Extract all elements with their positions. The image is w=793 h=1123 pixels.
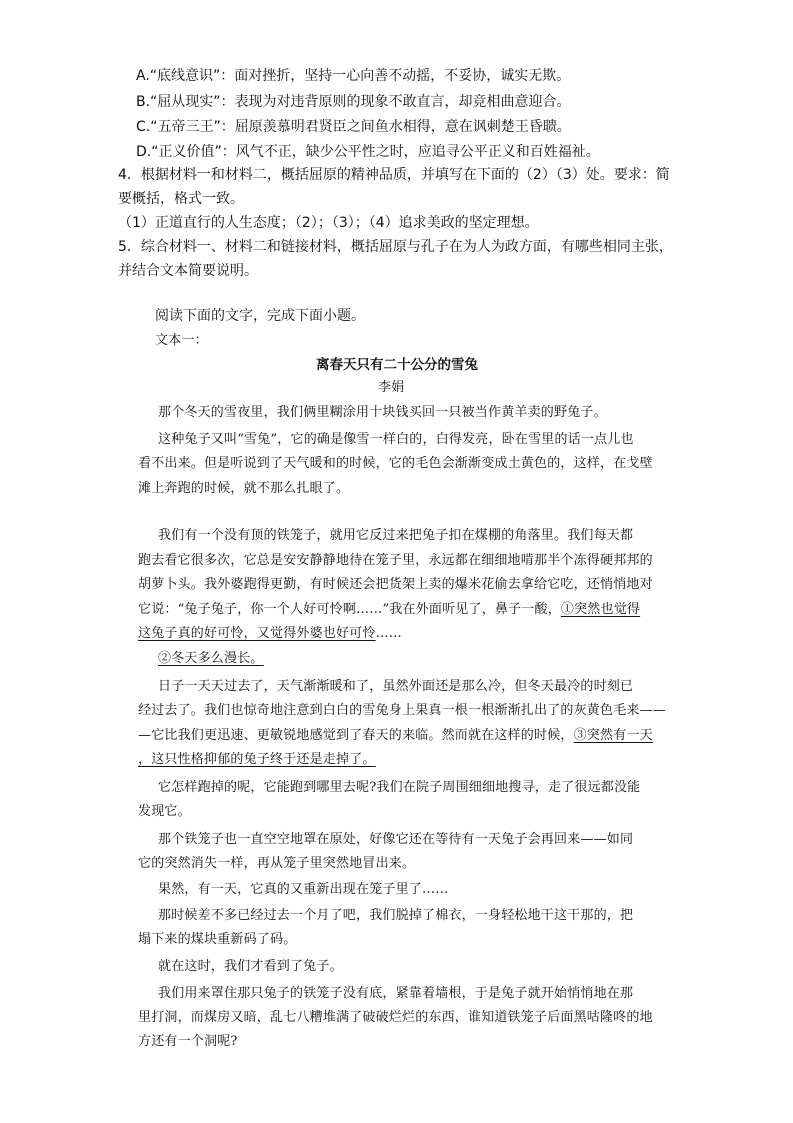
paragraph-8: 果然，有一天，它真的又重新出现在笼子里了……	[158, 882, 449, 897]
underlined-phrase-2: ②冬天多么漫长。	[158, 651, 264, 666]
option-d: D.“正义价值”：风气不正，缺少公平性之时，应追寻公平正义和百姓福祉。	[136, 144, 600, 160]
question-5-line-1: 5．综合材料一、材料二和链接材料，概括屈原与孔子在为人为政方面，有哪些相同主张，	[118, 239, 673, 255]
paragraph-7-line-1: 那个铁笼子也一直空空地罩在原处，好像它还在等待有一天兔子会再回来——如同	[158, 832, 634, 847]
paragraph-3-line-4	[138, 600, 640, 620]
paragraph-2-line-2: 看不出来。但是听说到了天气暖和的时候，它的毛色会渐渐变成土黄色的，这样，在戈壁	[138, 456, 653, 471]
underlined-phrase-1-cont: 这兔子真的好可怜，又觉得外婆也好可怜	[138, 626, 376, 641]
paragraph-6-line-2: 发现它。	[138, 804, 191, 819]
option-a: A.“底线意识”：面对挫折，坚持一心向善不动摇，不妥协，诚实无欺。	[136, 68, 571, 84]
paragraph-2-line-3: 滩上奔跑的时候，就不那么扎眼了。	[138, 481, 350, 496]
paragraph-5-line-2: 经过去了。我们也惊奇地注意到白白的雪兔身上果真一根一根渐渐扎出了的灰黄色毛来——	[138, 703, 667, 718]
paragraph-11-line-1: 我们用来罩住那只兔子的铁笼子没有底，紧靠着墙根，于是兔子就开始悄悄地在那	[158, 986, 634, 1001]
paragraph-3-line-3: 胡萝卜头。我外婆跑得更勤，有时候还会把货架上卖的爆米花偷去拿给它吃，还悄悄地对	[138, 577, 653, 592]
question-4-line-1: 4．根据材料一和材料二，概括屈原的精神品质，并填写在下面的（2）（3）处。要求：简	[118, 167, 670, 183]
question-4-line-3: （1）正道直行的人生态度；（2）；（3）；（4）追求美政的坚定理想。	[118, 215, 539, 231]
text-label: 文本一：	[155, 333, 208, 348]
article-author: 李娟	[378, 380, 405, 395]
option-c: C.“五帝三王”：屈原羡慕明君贤臣之间鱼水相得，意在讽刺楚王昏聩。	[136, 119, 571, 135]
ellipsis: ……	[375, 626, 403, 641]
paragraph-3-line-4-text: 它说：“兔子兔子，你一个人好可怜啊……”我在外面听见了，鼻子一酸，	[138, 602, 561, 617]
option-b: B.“屈从现实”：表现为对违背原则的现象不敢直言，却竞相曲意迎合。	[136, 94, 571, 110]
paragraph-4	[158, 649, 264, 669]
question-5-line-2: 并结合文本简要说明。	[118, 263, 258, 279]
paragraph-11-line-2: 里打洞，而煤房又暗，乱七八糟堆满了破破烂烂的东西，谁知道铁笼子后面黑咕隆咚的地	[138, 1010, 653, 1025]
reading-instruction: 阅读下面的文字，完成下面小题。	[155, 308, 365, 324]
paragraph-5-line-3	[138, 726, 653, 746]
paragraph-3-line-2: 跑去看它很多次，它总是安安静静地待在笼子里，永远都在细细地啃那半个冻得硬邦邦的	[138, 553, 653, 568]
question-4-line-2: 要概括，格式一致。	[118, 191, 244, 207]
underlined-phrase-3: ③突然有一天	[573, 728, 653, 743]
paragraph-2-line-1: 这种兔子又叫“雪兔”，它的确是像雪一样白的，白得发亮，卧在雪里的话一点儿也	[158, 432, 634, 447]
paragraph-5-line-1: 日子一天天过去了，天气渐渐暖和了，虽然外面还是那么冷，但冬天最冷的时刻已	[158, 679, 634, 694]
paragraph-10: 就在这时，我们才看到了兔子。	[158, 959, 343, 974]
paragraph-3-line-5	[138, 624, 402, 644]
paragraph-6-line-1: 它怎样跑掉的呢，它能跑到哪里去呢?我们在院子周围细细地搜寻，走了很远都没能	[158, 780, 641, 795]
article-title: 离春天只有二十公分的雪兔	[316, 357, 478, 373]
paragraph-9-line-2: 塌下来的煤块重新码了码。	[138, 932, 297, 947]
paragraph-9-line-1: 那时候差不多已经过去一个月了吧，我们脱掉了棉衣，一身轻松地干这干那的，把	[158, 908, 634, 923]
paragraph-1: 那个冬天的雪夜里，我们俩里糊涂用十块钱买回一只被当作黄羊卖的野兔子。	[158, 405, 607, 420]
paragraph-3-line-1: 我们有一个没有顶的铁笼子，就用它反过来把兔子扣在煤棚的角落里。我们每天都	[158, 528, 634, 543]
paragraph-11-line-3: 方还有一个洞呢?	[138, 1034, 238, 1049]
underlined-phrase-1: ①突然也觉得	[560, 602, 641, 617]
paragraph-7-line-2: 它的突然消失一样，再从笼子里突然地冒出来。	[138, 856, 416, 871]
paragraph-5-line-3-text: —它比我们更迅速、更敏锐地感觉到了春天的来临。然而就在这样的时候，	[138, 728, 574, 743]
underlined-phrase-3-cont: ，这只性格抑郁的兔子终于还是走掉了。	[138, 752, 376, 767]
paragraph-5-line-4	[138, 750, 376, 770]
